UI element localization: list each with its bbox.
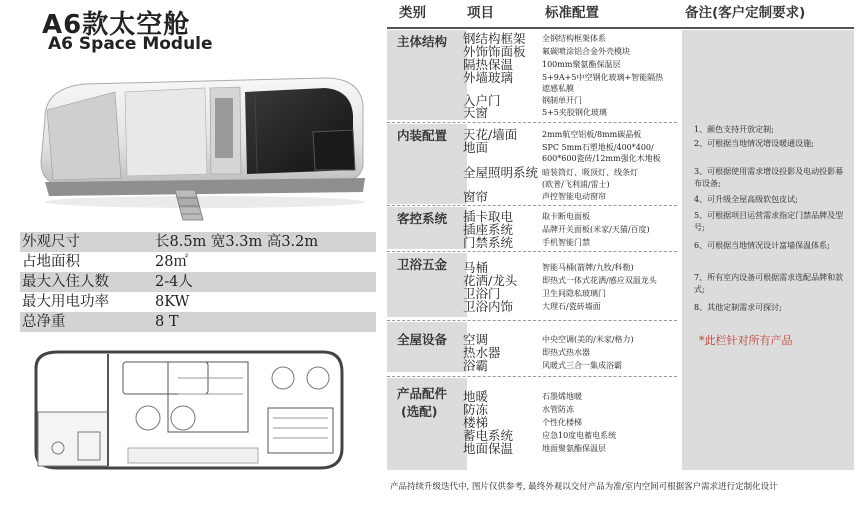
footer-disclaimer: 产品持续升级迭代中, 图片仅供参考, 最终外观以交付产品为准/室内空间可根据客户需求进行定制化设计 <box>390 482 778 492</box>
item-label: 卫浴内饰 <box>463 299 514 314</box>
item-label: 外饰饰面板 <box>463 44 526 59</box>
item-label: 天窗 <box>463 105 489 120</box>
spec-row <box>20 232 376 252</box>
standard-config: 600*600瓷砖/12mm强化木地板 <box>542 154 661 163</box>
item-label: 插卡取电 <box>463 209 514 224</box>
item-label: 隔热保温 <box>463 57 514 72</box>
item-label: 防冻 <box>463 402 489 417</box>
section-divider <box>387 376 677 377</box>
spec-row <box>20 272 376 292</box>
header-divider <box>387 27 854 29</box>
standard-config: 5+9A+5中空钢化玻璃+智能隔热 <box>542 73 664 82</box>
section-divider <box>387 122 677 123</box>
note-item: 5、可根据项目运营需求指定门禁品牌及型号; <box>694 211 844 232</box>
note-item: 4、可升级全屋高级软包皮试; <box>694 195 798 204</box>
item-label: 热水器 <box>463 345 501 360</box>
note-item: 2、可根据当地情况增设暖通设施; <box>694 139 814 148</box>
standard-config: 声控智能电动窗帘 <box>542 192 606 201</box>
standard-config: 100mm聚氨酯保温层 <box>542 60 621 69</box>
category-sublabel: (选配) <box>401 404 438 419</box>
spec-list <box>20 232 376 332</box>
item-label: 全屋照明系统 <box>463 165 539 180</box>
standard-config: 应急10度电蓄电系统 <box>542 431 617 440</box>
category-cell <box>387 378 467 470</box>
spec-label: 最大入住人数 <box>22 274 109 290</box>
category-cell: 主体结构 <box>387 30 467 120</box>
standard-config: 2mm航空铝板/8mm碳晶板 <box>542 130 642 139</box>
item-label: 卫浴门 <box>463 286 501 301</box>
item-label: 蓄电系统 <box>463 428 514 443</box>
header-notes: 备注(客户定制要求) <box>685 5 806 21</box>
category-cell: 客控系统 <box>387 207 467 249</box>
note-item: 3、可根据使用需求增设投影及电动投影幕布设备; <box>694 167 844 188</box>
spec-value: 2-4人 <box>155 274 193 290</box>
category-label: 产品配件 <box>397 386 448 401</box>
item-label: 钢结构框架 <box>463 31 526 46</box>
standard-config: 钢制单开门 <box>542 96 582 105</box>
item-label: 地暖 <box>463 389 489 404</box>
standard-config: 手机智能门禁 <box>542 238 590 247</box>
spec-value: 长8.5m 宽3.3m 高3.2m <box>155 234 319 250</box>
configuration-table <box>387 0 854 470</box>
spec-row <box>20 312 376 332</box>
category-cell: 全屋设备 <box>387 322 467 372</box>
product-title-en: A6 Space Module <box>48 34 213 54</box>
spec-row <box>20 252 376 272</box>
standard-config: SPC 5mm石塑地板/400*400/ <box>542 143 654 152</box>
header-standard: 标准配置 <box>545 5 599 21</box>
item-label: 地面 <box>463 140 489 155</box>
spec-label: 总净重 <box>22 314 66 330</box>
standard-config: 即热式热水器 <box>542 348 590 357</box>
standard-config: 风暖式三合一集成浴霸 <box>542 361 622 370</box>
item-label: 窗帘 <box>463 189 489 204</box>
spec-label: 最大用电功率 <box>22 294 109 310</box>
item-label: 地面保温 <box>463 441 514 456</box>
standard-config: 地面聚氨酯保温层 <box>542 444 606 453</box>
product-title-cn: A6款太空舱 <box>42 10 191 40</box>
item-label: 马桶 <box>463 260 489 275</box>
standard-config: 品牌开关面板(米家/天猫/百度) <box>542 225 650 234</box>
standard-config: 智能马桶(箭牌/九牧/科勒) <box>542 263 634 272</box>
item-label: 插座系统 <box>463 222 514 237</box>
standard-config: (欧普/飞利浦/雷士) <box>542 180 610 189</box>
standard-config: 水管防冻 <box>542 405 574 414</box>
item-label: 入户门 <box>463 93 501 108</box>
spec-value: 8KW <box>155 294 190 310</box>
item-label: 浴霸 <box>463 358 489 373</box>
standard-config: 大理石/瓷砖墙面 <box>542 302 601 311</box>
spec-row <box>20 292 376 312</box>
standard-config: 取卡断电面板 <box>542 212 590 221</box>
header-item: 项目 <box>467 5 494 21</box>
item-label: 门禁系统 <box>463 235 514 250</box>
item-label: 天花/墙面 <box>463 127 518 142</box>
item-label: 空调 <box>463 332 489 347</box>
note-item: 7、所有室内设备可根据需求选配品牌和款式; <box>694 273 844 294</box>
standard-config: 中央空调(美的/米家/格力) <box>542 335 634 344</box>
category-cell: 卫浴五金 <box>387 253 467 317</box>
standard-config: 遮感私膜 <box>542 84 574 93</box>
note-item: 6、可根据当地情况设计富墙保温体系; <box>694 241 830 250</box>
header-category: 类别 <box>399 5 426 21</box>
standard-config: 氟碳喷涂铝合金外壳模块 <box>542 47 630 56</box>
spec-label: 占地面积 <box>22 254 80 270</box>
section-divider <box>387 251 677 252</box>
section-divider <box>387 205 677 206</box>
note-all-products: *此栏针对所有产品 <box>699 334 793 347</box>
floor-plan-image <box>28 348 348 473</box>
spec-value: 8 T <box>155 314 179 330</box>
note-item: 1、颜色支持开放定制; <box>694 125 774 134</box>
item-label: 外墙玻璃 <box>463 70 514 85</box>
section-divider <box>387 320 677 321</box>
standard-config: 暗装筒灯、吸顶灯、线条灯 <box>542 168 638 177</box>
category-cell: 内装配置 <box>387 124 467 204</box>
spec-value: 28㎡ <box>155 254 188 270</box>
standard-config: 个性化楼梯 <box>542 418 582 427</box>
spec-label: 外观尺寸 <box>22 234 80 250</box>
item-label: 楼梯 <box>463 415 489 430</box>
standard-config: 卫生间隐私玻璃门 <box>542 289 606 298</box>
standard-config: 石墨烯地暖 <box>542 392 582 401</box>
note-item: 8、其他定制需求可探讨; <box>694 303 782 312</box>
standard-config: 全钢结构框架体系 <box>542 34 606 43</box>
standard-config: 即热式一体式花洒/感应双温龙头 <box>542 276 657 285</box>
space-module-exterior-image <box>25 70 370 230</box>
standard-config: 5+5夹胶钢化玻璃 <box>542 108 607 117</box>
item-label: 花洒/龙头 <box>463 273 518 288</box>
